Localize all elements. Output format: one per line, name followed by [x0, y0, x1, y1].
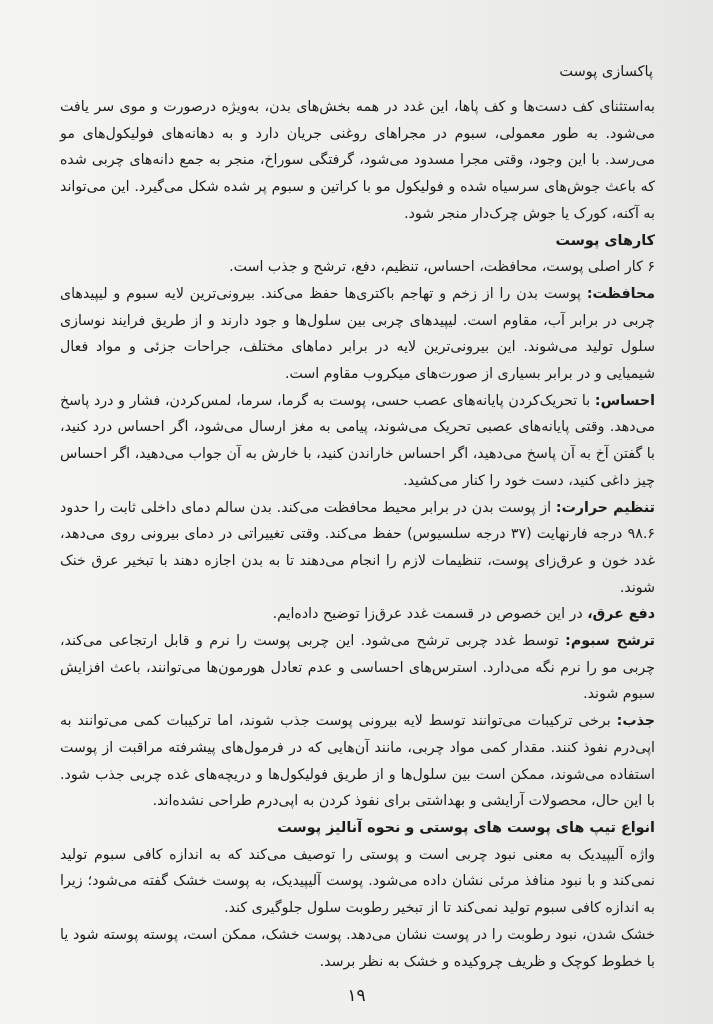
text-sebum-secretion: توسط غدد چربی ترشح می‌شود. این چربی پوست را نرم و قابل ارتجاعی می‌کند، چربی مو را نرم نگه می‌دارد. استرس‌های احساسی و عدم تعادل هورمون‌ها می‌توانند، باعث افزایش سبوم شوند.	[60, 633, 655, 703]
term-sweat-excretion: دفع عرق،	[587, 606, 655, 623]
page-content	[60, 60, 656, 970]
section-heading-skin-types: انواع تیپ های پوست های پوستی و نحوه آنالیز پوست	[277, 819, 655, 836]
page-number: ۱۹	[347, 986, 366, 1006]
paragraph-heat-regulation	[60, 495, 655, 602]
text-sweat-excretion: در این خصوص در قسمت غدد عرق‌زا توضیح داده‌ایم.	[272, 606, 588, 623]
term-protection: محافظت:	[586, 285, 655, 302]
paragraph-dryness: خشک شدن، نبود رطوبت را در پوست نشان می‌دهد. پوست خشک، ممکن است، پوسته پوسته شود یا با خطوط کوچک و ظریف چروکیده و خشک به نظر برسد.	[60, 926, 655, 970]
paragraph-sensation	[60, 388, 655, 495]
term-sensation: احساس:	[594, 392, 655, 409]
intro-paragraph: به‌استثنای کف دست‌ها و کف پاها، این غدد در همه بخش‌های بدن، به‌ویژه درصورت و موی سر یافت می‌شود. به طور معمولی، سبوم در مجراهای روغنی جریان دارد و به دهانه‌های فولیکول‌های مو می‌رسد. با این وجود، وقتی مجرا مسدود می‌شود، گرفتگی سوراخ، منجر به جمع دانه‌های چربی شده که باعث جوش‌های سرسیاه شده و فولیکول مو با کراتین و سبوم پر شده شکل می‌گیرد. این می‌تواند به آکنه، کورک یا جوش چرک‌دار منجر شود.	[60, 99, 655, 222]
paragraph-sweat-excretion	[60, 601, 655, 628]
term-heat-regulation: تنظیم حرارت:	[555, 499, 655, 516]
text-absorption: برخی ترکیبات می‌توانند توسط لایه بیرونی پوست جذب شوند، اما ترکیبات کمی می‌توانند به اپی‌درم نفوذ کنند. مقدار کمی مواد چربی، مانند آن‌هایی که در فرمول‌های پیشرفته مراقبت از پوست استفاده می‌شوند، ممکن است بین سلول‌ها و از طریق فولیکول‌ها و دریچه‌های غده چربی جذب شود. با این حال، محصولات آرایشی و بهداشتی برای نفوذ کردن به اپی‌درم طراحی نشده‌اند.	[60, 713, 655, 810]
paragraph-protection	[60, 281, 655, 388]
text-sensation: با تحریک‌کردن پایانه‌های عصب حسی، پوست به گرما، سرما، لمس‌کردن، فشار و درد پاسخ می‌دهد. وقتی پایانه‌های عصبی تحریک می‌شوند، پیامی به مغز ارسال می‌شود، اگر احساس درد کنید، با گفتن آخ به آن پاسخ می‌دهید، اگر احساس خاراندن کنید، با خارش به آن جواب می‌دهید، اگر احساس چیز داغی کنید، دست خود را کنار می‌کشید.	[60, 392, 655, 489]
running-head: پاکسازی پوست	[559, 64, 653, 80]
term-absorption: جذب:	[616, 713, 655, 730]
paragraph-sebum-secretion	[60, 628, 655, 708]
paragraph-absorption	[60, 708, 655, 815]
paragraph-alipidic: واژه آلیپیدیک به معنی نبود چربی است و پوستی را توصیف می‌کند که به اندازه کافی سبوم تولید نمی‌کند و با نبود منافذ مرئی نشان داده می‌شود. پوست آلیپیدیک، به پوست خشک گفته می‌شود؛ زیرا به اندازه کافی سبوم تولید نمی‌کند تا از تبخیر رطوبت سلول جلوگیری کند.	[60, 846, 655, 917]
text-heat-regulation: از پوست بدن در برابر محیط محافظت می‌کند. بدن سالم دمای داخلی ثابت را حدود ۹۸.۶ درجه فارنهایت (۳۷ درجه سلسیوس) حفظ می‌کند. وقتی تغییراتی در دمای بیرونی روی می‌دهد، غدد خون و عرق‌زای پوست، تنظیمات لازم را انجام می‌دهند تا به بدن اجازه دهند با تبخیر عرق خنک شوند.	[60, 499, 655, 596]
functions-intro: ۶ کار اصلی پوست، محافظت، احساس، تنظیم، دفع، ترشح و جذب است.	[229, 259, 655, 276]
term-sebum-secretion: ترشح سبوم:	[565, 633, 656, 650]
section-heading-skin-functions: کارهای پوست	[555, 232, 655, 249]
text-protection: پوست بدن را از زخم و تهاجم باکتری‌ها حفظ می‌کند. بیرونی‌ترین لایه سبوم و لیپیدهای چربی در برابر آب، مقاوم است. لیپیدهای چربی بین سلول‌ها و جود دارند و از طریق فرایند نوسازی سلول تولید می‌شوند. این بیرونی‌ترین لایه در برابر دماهای مختلف، جراحات جزئی و مواد فعال شیمیایی و در برابر بسیاری از صورت‌های میکروب مقاوم است.	[60, 285, 655, 383]
